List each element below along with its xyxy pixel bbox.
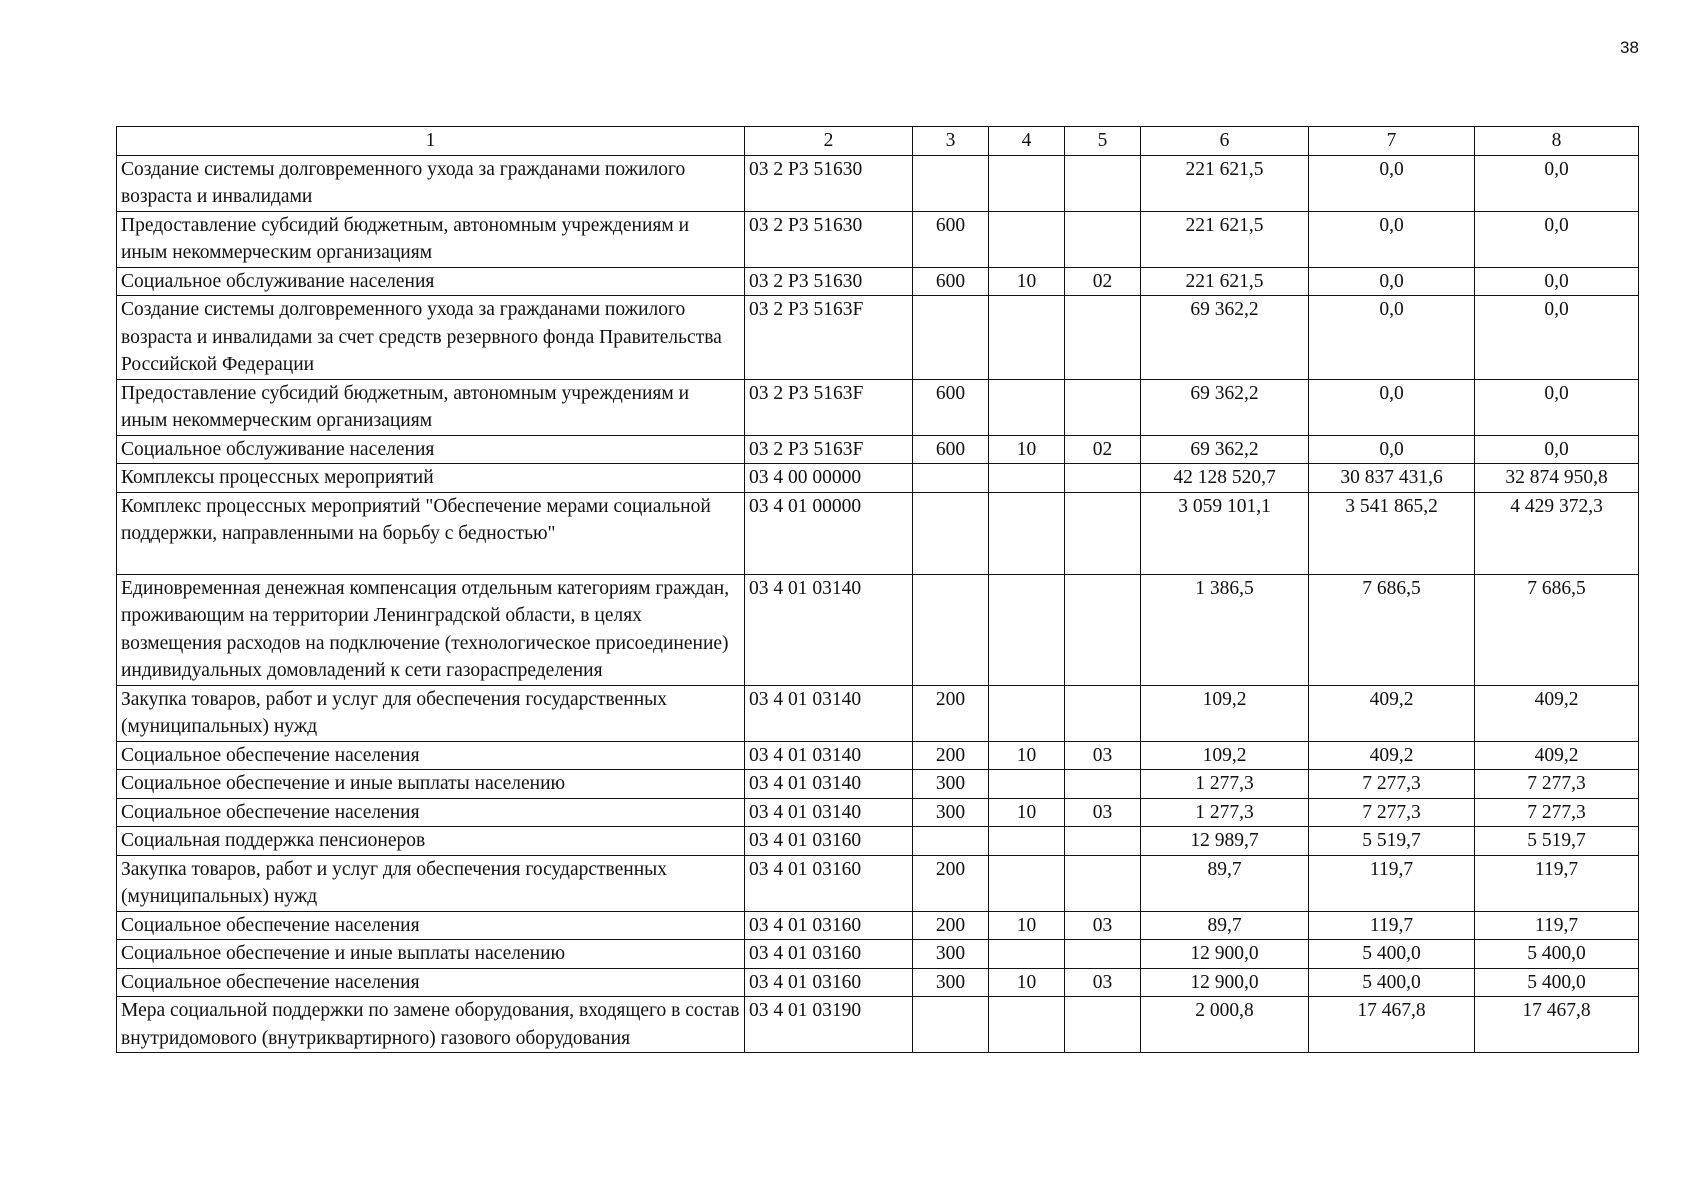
cell-amount-7: 119,7 [1309,911,1475,940]
table-row [117,770,1639,799]
cell-amount-8: 4 429 372,3 [1475,492,1639,574]
cell-amount-8: 0,0 [1475,211,1639,267]
cell-code: 03 4 00 00000 [745,464,913,493]
cell-section: 10 [989,968,1065,997]
cell-section [989,940,1065,969]
cell-subsection: 03 [1065,741,1141,770]
cell-name: Предоставление субсидий бюджетным, автономным учреждениям и иным некоммерческим организациям [117,379,745,435]
page-number: 38 [1620,38,1639,57]
cell-amount-8: 7 277,3 [1475,770,1639,799]
cell-expense-type [913,155,989,211]
cell-subsection [1065,492,1141,574]
cell-section [989,155,1065,211]
cell-expense-type [913,574,989,685]
cell-amount-6: 12 900,0 [1141,940,1309,969]
table-row [117,940,1639,969]
table-row [117,827,1639,856]
cell-amount-8: 5 519,7 [1475,827,1639,856]
cell-amount-8: 0,0 [1475,296,1639,380]
cell-section: 10 [989,741,1065,770]
cell-amount-7: 0,0 [1309,211,1475,267]
cell-amount-6: 221 621,5 [1141,267,1309,296]
cell-amount-8: 0,0 [1475,155,1639,211]
cell-section [989,574,1065,685]
cell-amount-7: 0,0 [1309,435,1475,464]
cell-subsection [1065,940,1141,969]
cell-expense-type: 600 [913,211,989,267]
cell-code: 03 4 01 03140 [745,741,913,770]
cell-amount-6: 3 059 101,1 [1141,492,1309,574]
cell-code: 03 4 01 03160 [745,855,913,911]
cell-amount-7: 409,2 [1309,685,1475,741]
cell-section: 10 [989,911,1065,940]
cell-subsection [1065,574,1141,685]
cell-subsection [1065,211,1141,267]
cell-amount-7: 7 686,5 [1309,574,1475,685]
cell-code: 03 4 01 03140 [745,798,913,827]
table-row [117,464,1639,493]
cell-code: 03 4 01 03160 [745,827,913,856]
cell-amount-6: 221 621,5 [1141,211,1309,267]
cell-section: 10 [989,798,1065,827]
cell-section [989,770,1065,799]
cell-expense-type: 200 [913,855,989,911]
cell-expense-type [913,464,989,493]
cell-amount-6: 12 900,0 [1141,968,1309,997]
cell-amount-8: 7 686,5 [1475,574,1639,685]
cell-subsection [1065,827,1141,856]
cell-subsection [1065,464,1141,493]
cell-code: 03 4 01 03140 [745,770,913,799]
cell-amount-7: 5 400,0 [1309,968,1475,997]
table-row [117,798,1639,827]
table-row [117,911,1639,940]
cell-expense-type: 200 [913,911,989,940]
table-row [117,574,1639,685]
cell-amount-6: 69 362,2 [1141,379,1309,435]
cell-subsection: 03 [1065,911,1141,940]
cell-amount-7: 30 837 431,6 [1309,464,1475,493]
budget-table [116,126,1639,1053]
cell-amount-8: 0,0 [1475,267,1639,296]
table-row [117,968,1639,997]
table-row [117,267,1639,296]
cell-amount-7: 409,2 [1309,741,1475,770]
table-row [117,155,1639,211]
cell-section [989,827,1065,856]
cell-subsection [1065,997,1141,1053]
cell-amount-8: 409,2 [1475,685,1639,741]
cell-name: Социальное обеспечение и иные выплаты населению [117,940,745,969]
cell-name: Комплекс процессных мероприятий "Обеспечение мерами социальной поддержки, направленными на борьбу с бедностью" [117,492,745,574]
cell-code: 03 4 01 03160 [745,911,913,940]
cell-code: 03 2 P3 51630 [745,211,913,267]
col-header-2: 2 [745,127,913,156]
cell-subsection: 02 [1065,435,1141,464]
cell-section [989,685,1065,741]
cell-amount-7: 17 467,8 [1309,997,1475,1053]
cell-name: Мера социальной поддержки по замене оборудования, входящего в состав внутридомового (внутриквартирного) газового оборудования [117,997,745,1053]
cell-expense-type: 600 [913,267,989,296]
cell-name: Социальное обеспечение населения [117,798,745,827]
cell-amount-8: 5 400,0 [1475,968,1639,997]
cell-subsection [1065,296,1141,380]
table-row [117,211,1639,267]
cell-amount-8: 7 277,3 [1475,798,1639,827]
table-row [117,741,1639,770]
cell-code: 03 4 01 03140 [745,574,913,685]
cell-name: Создание системы долговременного ухода за гражданами пожилого возраста и инвалидами за счет средств резервного фонда Правительства Российской Федерации [117,296,745,380]
cell-subsection [1065,155,1141,211]
cell-subsection [1065,685,1141,741]
cell-amount-8: 5 400,0 [1475,940,1639,969]
cell-section [989,492,1065,574]
cell-amount-7: 0,0 [1309,267,1475,296]
cell-code: 03 4 01 03160 [745,968,913,997]
cell-name: Социальное обслуживание населения [117,267,745,296]
table-row [117,492,1639,574]
cell-section [989,379,1065,435]
cell-name: Социальное обеспечение населения [117,968,745,997]
cell-name: Предоставление субсидий бюджетным, автономным учреждениям и иным некоммерческим организациям [117,211,745,267]
cell-expense-type: 300 [913,968,989,997]
table-row [117,379,1639,435]
cell-subsection [1065,379,1141,435]
cell-expense-type: 300 [913,770,989,799]
cell-name: Закупка товаров, работ и услуг для обеспечения государственных (муниципальных) нужд [117,855,745,911]
cell-code: 03 4 01 03140 [745,685,913,741]
cell-expense-type: 600 [913,435,989,464]
cell-section [989,211,1065,267]
cell-amount-7: 0,0 [1309,379,1475,435]
table-row [117,997,1639,1053]
col-header-3: 3 [913,127,989,156]
cell-name: Единовременная денежная компенсация отдельным категориям граждан, проживающим на территории Ленинградской области, в целях возмещения расходов на подключение (технологическое присоединение) индивидуальных домовладений к сети газораспределения [117,574,745,685]
cell-expense-type: 200 [913,741,989,770]
cell-amount-8: 32 874 950,8 [1475,464,1639,493]
cell-expense-type [913,827,989,856]
cell-amount-6: 69 362,2 [1141,435,1309,464]
cell-amount-6: 1 277,3 [1141,798,1309,827]
cell-subsection [1065,770,1141,799]
col-header-6: 6 [1141,127,1309,156]
cell-amount-7: 7 277,3 [1309,798,1475,827]
cell-name: Комплексы процессных мероприятий [117,464,745,493]
cell-name: Социальное обеспечение населения [117,911,745,940]
cell-expense-type [913,492,989,574]
cell-expense-type: 300 [913,798,989,827]
col-header-8: 8 [1475,127,1639,156]
cell-expense-type: 600 [913,379,989,435]
cell-amount-8: 409,2 [1475,741,1639,770]
cell-section: 10 [989,435,1065,464]
cell-amount-6: 2 000,8 [1141,997,1309,1053]
cell-subsection [1065,855,1141,911]
cell-amount-8: 0,0 [1475,379,1639,435]
cell-amount-7: 5 519,7 [1309,827,1475,856]
cell-name: Социальное обеспечение и иные выплаты населению [117,770,745,799]
cell-name: Создание системы долговременного ухода за гражданами пожилого возраста и инвалидами [117,155,745,211]
cell-code: 03 4 01 03190 [745,997,913,1053]
cell-name: Социальное обеспечение населения [117,741,745,770]
cell-amount-8: 119,7 [1475,855,1639,911]
cell-amount-7: 119,7 [1309,855,1475,911]
cell-code: 03 2 P3 5163F [745,296,913,380]
table-row [117,296,1639,380]
cell-name: Социальное обслуживание населения [117,435,745,464]
table-row [117,435,1639,464]
cell-amount-7: 3 541 865,2 [1309,492,1475,574]
cell-section [989,464,1065,493]
cell-amount-6: 109,2 [1141,685,1309,741]
col-header-5: 5 [1065,127,1141,156]
cell-expense-type [913,997,989,1053]
cell-amount-6: 69 362,2 [1141,296,1309,380]
cell-amount-6: 109,2 [1141,741,1309,770]
cell-amount-8: 0,0 [1475,435,1639,464]
table-row [117,855,1639,911]
cell-amount-8: 17 467,8 [1475,997,1639,1053]
cell-amount-7: 0,0 [1309,296,1475,380]
cell-name: Закупка товаров, работ и услуг для обеспечения государственных (муниципальных) нужд [117,685,745,741]
cell-code: 03 4 01 03160 [745,940,913,969]
cell-amount-6: 1 277,3 [1141,770,1309,799]
table-row [117,685,1639,741]
cell-amount-6: 1 386,5 [1141,574,1309,685]
cell-amount-6: 221 621,5 [1141,155,1309,211]
cell-expense-type: 200 [913,685,989,741]
cell-amount-6: 89,7 [1141,911,1309,940]
cell-amount-7: 0,0 [1309,155,1475,211]
cell-amount-7: 7 277,3 [1309,770,1475,799]
header-row [117,127,1639,156]
cell-subsection: 03 [1065,968,1141,997]
cell-expense-type: 300 [913,940,989,969]
cell-expense-type [913,296,989,380]
col-header-1: 1 [117,127,745,156]
cell-code: 03 2 P3 5163F [745,379,913,435]
col-header-7: 7 [1309,127,1475,156]
cell-section: 10 [989,267,1065,296]
cell-amount-8: 119,7 [1475,911,1639,940]
cell-code: 03 2 P3 5163F [745,435,913,464]
cell-code: 03 4 01 00000 [745,492,913,574]
cell-section [989,855,1065,911]
cell-section [989,997,1065,1053]
col-header-4: 4 [989,127,1065,156]
cell-code: 03 2 P3 51630 [745,155,913,211]
cell-code: 03 2 P3 51630 [745,267,913,296]
cell-amount-6: 89,7 [1141,855,1309,911]
cell-name: Социальная поддержка пенсионеров [117,827,745,856]
cell-amount-6: 12 989,7 [1141,827,1309,856]
cell-amount-6: 42 128 520,7 [1141,464,1309,493]
cell-section [989,296,1065,380]
cell-amount-7: 5 400,0 [1309,940,1475,969]
cell-subsection: 02 [1065,267,1141,296]
cell-subsection: 03 [1065,798,1141,827]
